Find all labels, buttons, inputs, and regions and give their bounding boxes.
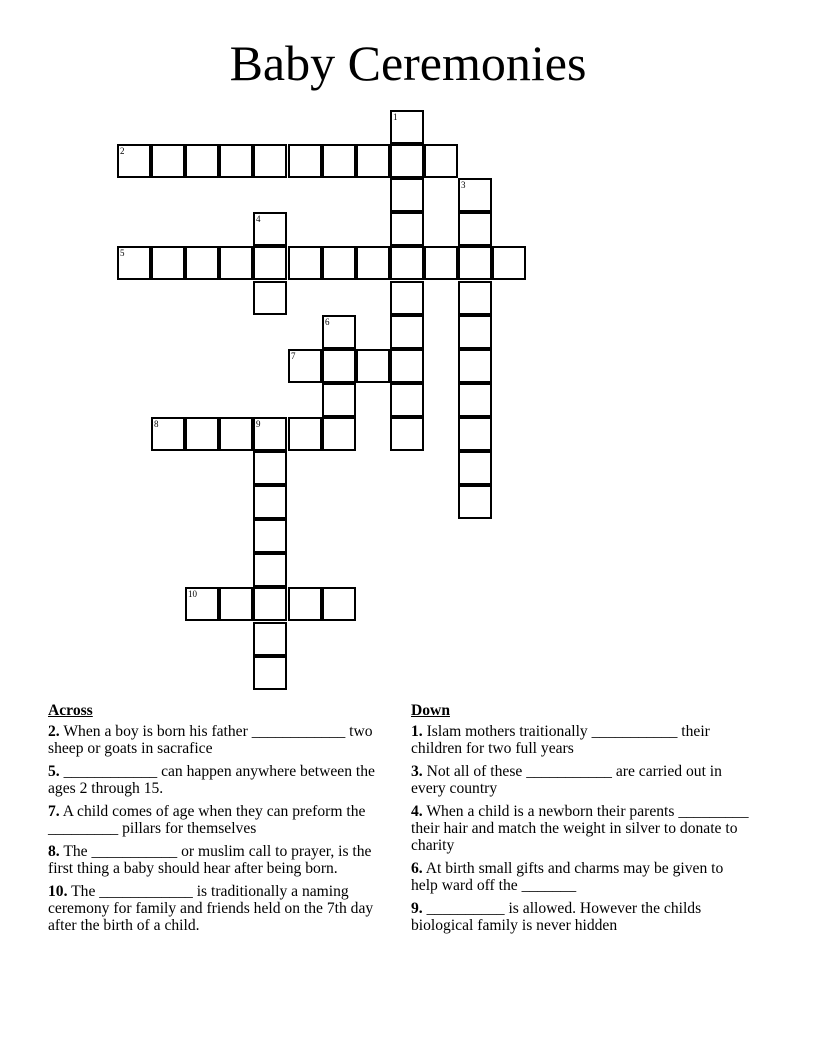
grid-cell[interactable] xyxy=(458,315,492,349)
grid-cell[interactable] xyxy=(219,144,253,178)
grid-cell[interactable] xyxy=(356,349,390,383)
grid-cell[interactable] xyxy=(253,451,287,485)
grid-cell[interactable] xyxy=(458,178,492,212)
clue xyxy=(411,803,751,854)
grid-cell[interactable] xyxy=(458,451,492,485)
clue xyxy=(411,900,751,934)
grid-cell[interactable] xyxy=(390,110,424,144)
grid-cell[interactable] xyxy=(390,178,424,212)
grid-cell[interactable] xyxy=(253,417,287,451)
grid-cell[interactable] xyxy=(219,587,253,621)
clue-text: At birth small gifts and charms may be given to help ward off the _______ xyxy=(411,860,724,894)
grid-cell[interactable] xyxy=(458,417,492,451)
grid-cell[interactable] xyxy=(151,144,185,178)
clue-number: 1. xyxy=(411,723,423,740)
clue-number: 7. xyxy=(48,803,60,820)
grid-cell[interactable] xyxy=(424,246,458,280)
across-clues xyxy=(48,702,388,940)
grid-cell[interactable] xyxy=(322,587,356,621)
grid-cell[interactable] xyxy=(253,622,287,656)
grid-cell[interactable] xyxy=(390,281,424,315)
clue xyxy=(411,860,751,894)
cell-number: 7 xyxy=(291,351,296,361)
clue-text: Not all of these ___________ are carried out in every country xyxy=(411,763,722,797)
grid-cell[interactable] xyxy=(458,281,492,315)
grid-cell[interactable] xyxy=(390,383,424,417)
clue-number: 4. xyxy=(411,803,423,820)
grid-cell[interactable] xyxy=(185,246,219,280)
grid-cell[interactable] xyxy=(458,246,492,280)
clue-number: 5. xyxy=(48,763,60,780)
grid-cell[interactable] xyxy=(458,383,492,417)
cell-number: 6 xyxy=(325,317,330,327)
clue xyxy=(411,723,751,757)
grid-cell[interactable] xyxy=(288,349,322,383)
grid-cell[interactable] xyxy=(288,587,322,621)
grid-cell[interactable] xyxy=(322,417,356,451)
clue xyxy=(48,843,388,877)
grid-cell[interactable] xyxy=(390,417,424,451)
clue-text: The ___________ or muslim call to prayer, is the first thing a baby should hear after being born. xyxy=(48,843,372,877)
down-clues xyxy=(411,702,751,940)
clue-number: 6. xyxy=(411,860,423,877)
grid-cell[interactable] xyxy=(390,212,424,246)
clue-text: The ____________ is traditionally a naming ceremony for family and friends held on the 7th day after the birth of a child. xyxy=(48,883,374,934)
clue-number: 9. xyxy=(411,900,423,917)
grid-cell[interactable] xyxy=(322,315,356,349)
cell-number: 10 xyxy=(188,589,197,599)
cell-number: 9 xyxy=(256,419,261,429)
grid-cell[interactable] xyxy=(253,656,287,690)
clue xyxy=(48,803,388,837)
clue-number: 2. xyxy=(48,723,60,740)
grid-cell[interactable] xyxy=(151,417,185,451)
grid-cell[interactable] xyxy=(322,383,356,417)
grid-cell[interactable] xyxy=(390,144,424,178)
grid-cell[interactable] xyxy=(288,246,322,280)
cell-number: 2 xyxy=(120,146,125,156)
grid-cell[interactable] xyxy=(458,212,492,246)
grid-cell[interactable] xyxy=(185,144,219,178)
grid-cell[interactable] xyxy=(151,246,185,280)
grid-cell[interactable] xyxy=(390,349,424,383)
grid-cell[interactable] xyxy=(390,315,424,349)
clue xyxy=(48,723,388,757)
clue xyxy=(48,883,388,934)
across-clue-list xyxy=(48,723,388,934)
cell-number: 4 xyxy=(256,214,261,224)
grid-cell[interactable] xyxy=(253,587,287,621)
grid-cell[interactable] xyxy=(253,519,287,553)
grid-cell[interactable] xyxy=(356,144,390,178)
cell-number: 5 xyxy=(120,248,125,258)
grid-cell[interactable] xyxy=(356,246,390,280)
grid-cell[interactable] xyxy=(219,246,253,280)
grid-cell[interactable] xyxy=(322,144,356,178)
grid-cell[interactable] xyxy=(185,587,219,621)
grid-cell[interactable] xyxy=(185,417,219,451)
grid-cell[interactable] xyxy=(288,417,322,451)
clue xyxy=(411,763,751,797)
grid-cell[interactable] xyxy=(492,246,526,280)
grid-cell[interactable] xyxy=(424,144,458,178)
grid-cell[interactable] xyxy=(253,212,287,246)
grid-cell[interactable] xyxy=(458,349,492,383)
clue-number: 8. xyxy=(48,843,60,860)
grid-cell[interactable] xyxy=(117,246,151,280)
page-title: Baby Ceremonies xyxy=(229,35,587,91)
grid-cell[interactable] xyxy=(253,553,287,587)
grid-cell[interactable] xyxy=(117,144,151,178)
cell-number: 1 xyxy=(393,112,398,122)
clue xyxy=(48,763,388,797)
clue-text: When a boy is born his father ____________ two sheep or goats in sacrafice xyxy=(48,723,373,757)
grid-cell[interactable] xyxy=(253,281,287,315)
clue-text: Islam mothers traitionally ___________ their children for two full years xyxy=(411,723,710,757)
grid-cell[interactable] xyxy=(322,246,356,280)
down-clue-list xyxy=(411,723,751,934)
across-heading: Across xyxy=(48,702,93,719)
grid-cell[interactable] xyxy=(253,144,287,178)
clue-text: ____________ can happen anywhere between the ages 2 through 15. xyxy=(48,763,375,797)
down-heading: Down xyxy=(411,702,450,719)
clue-text: When a child is a newborn their parents _________ their hair and match the weight in silver to donate to charity xyxy=(411,803,749,854)
cell-number: 3 xyxy=(461,180,466,190)
clue-number: 10. xyxy=(48,883,68,900)
grid-cell[interactable] xyxy=(288,144,322,178)
clue-text: __________ is allowed. However the childs biological family is never hidden xyxy=(411,900,702,934)
cell-number: 8 xyxy=(154,419,159,429)
grid-cell[interactable] xyxy=(458,485,492,519)
grid-cell[interactable] xyxy=(253,246,287,280)
grid-cell[interactable] xyxy=(253,485,287,519)
grid-cell[interactable] xyxy=(322,349,356,383)
grid-cell[interactable] xyxy=(219,417,253,451)
clue-text: A child comes of age when they can preform the _________ pillars for themselves xyxy=(48,803,366,837)
grid-cell[interactable] xyxy=(390,246,424,280)
clue-number: 3. xyxy=(411,763,423,780)
